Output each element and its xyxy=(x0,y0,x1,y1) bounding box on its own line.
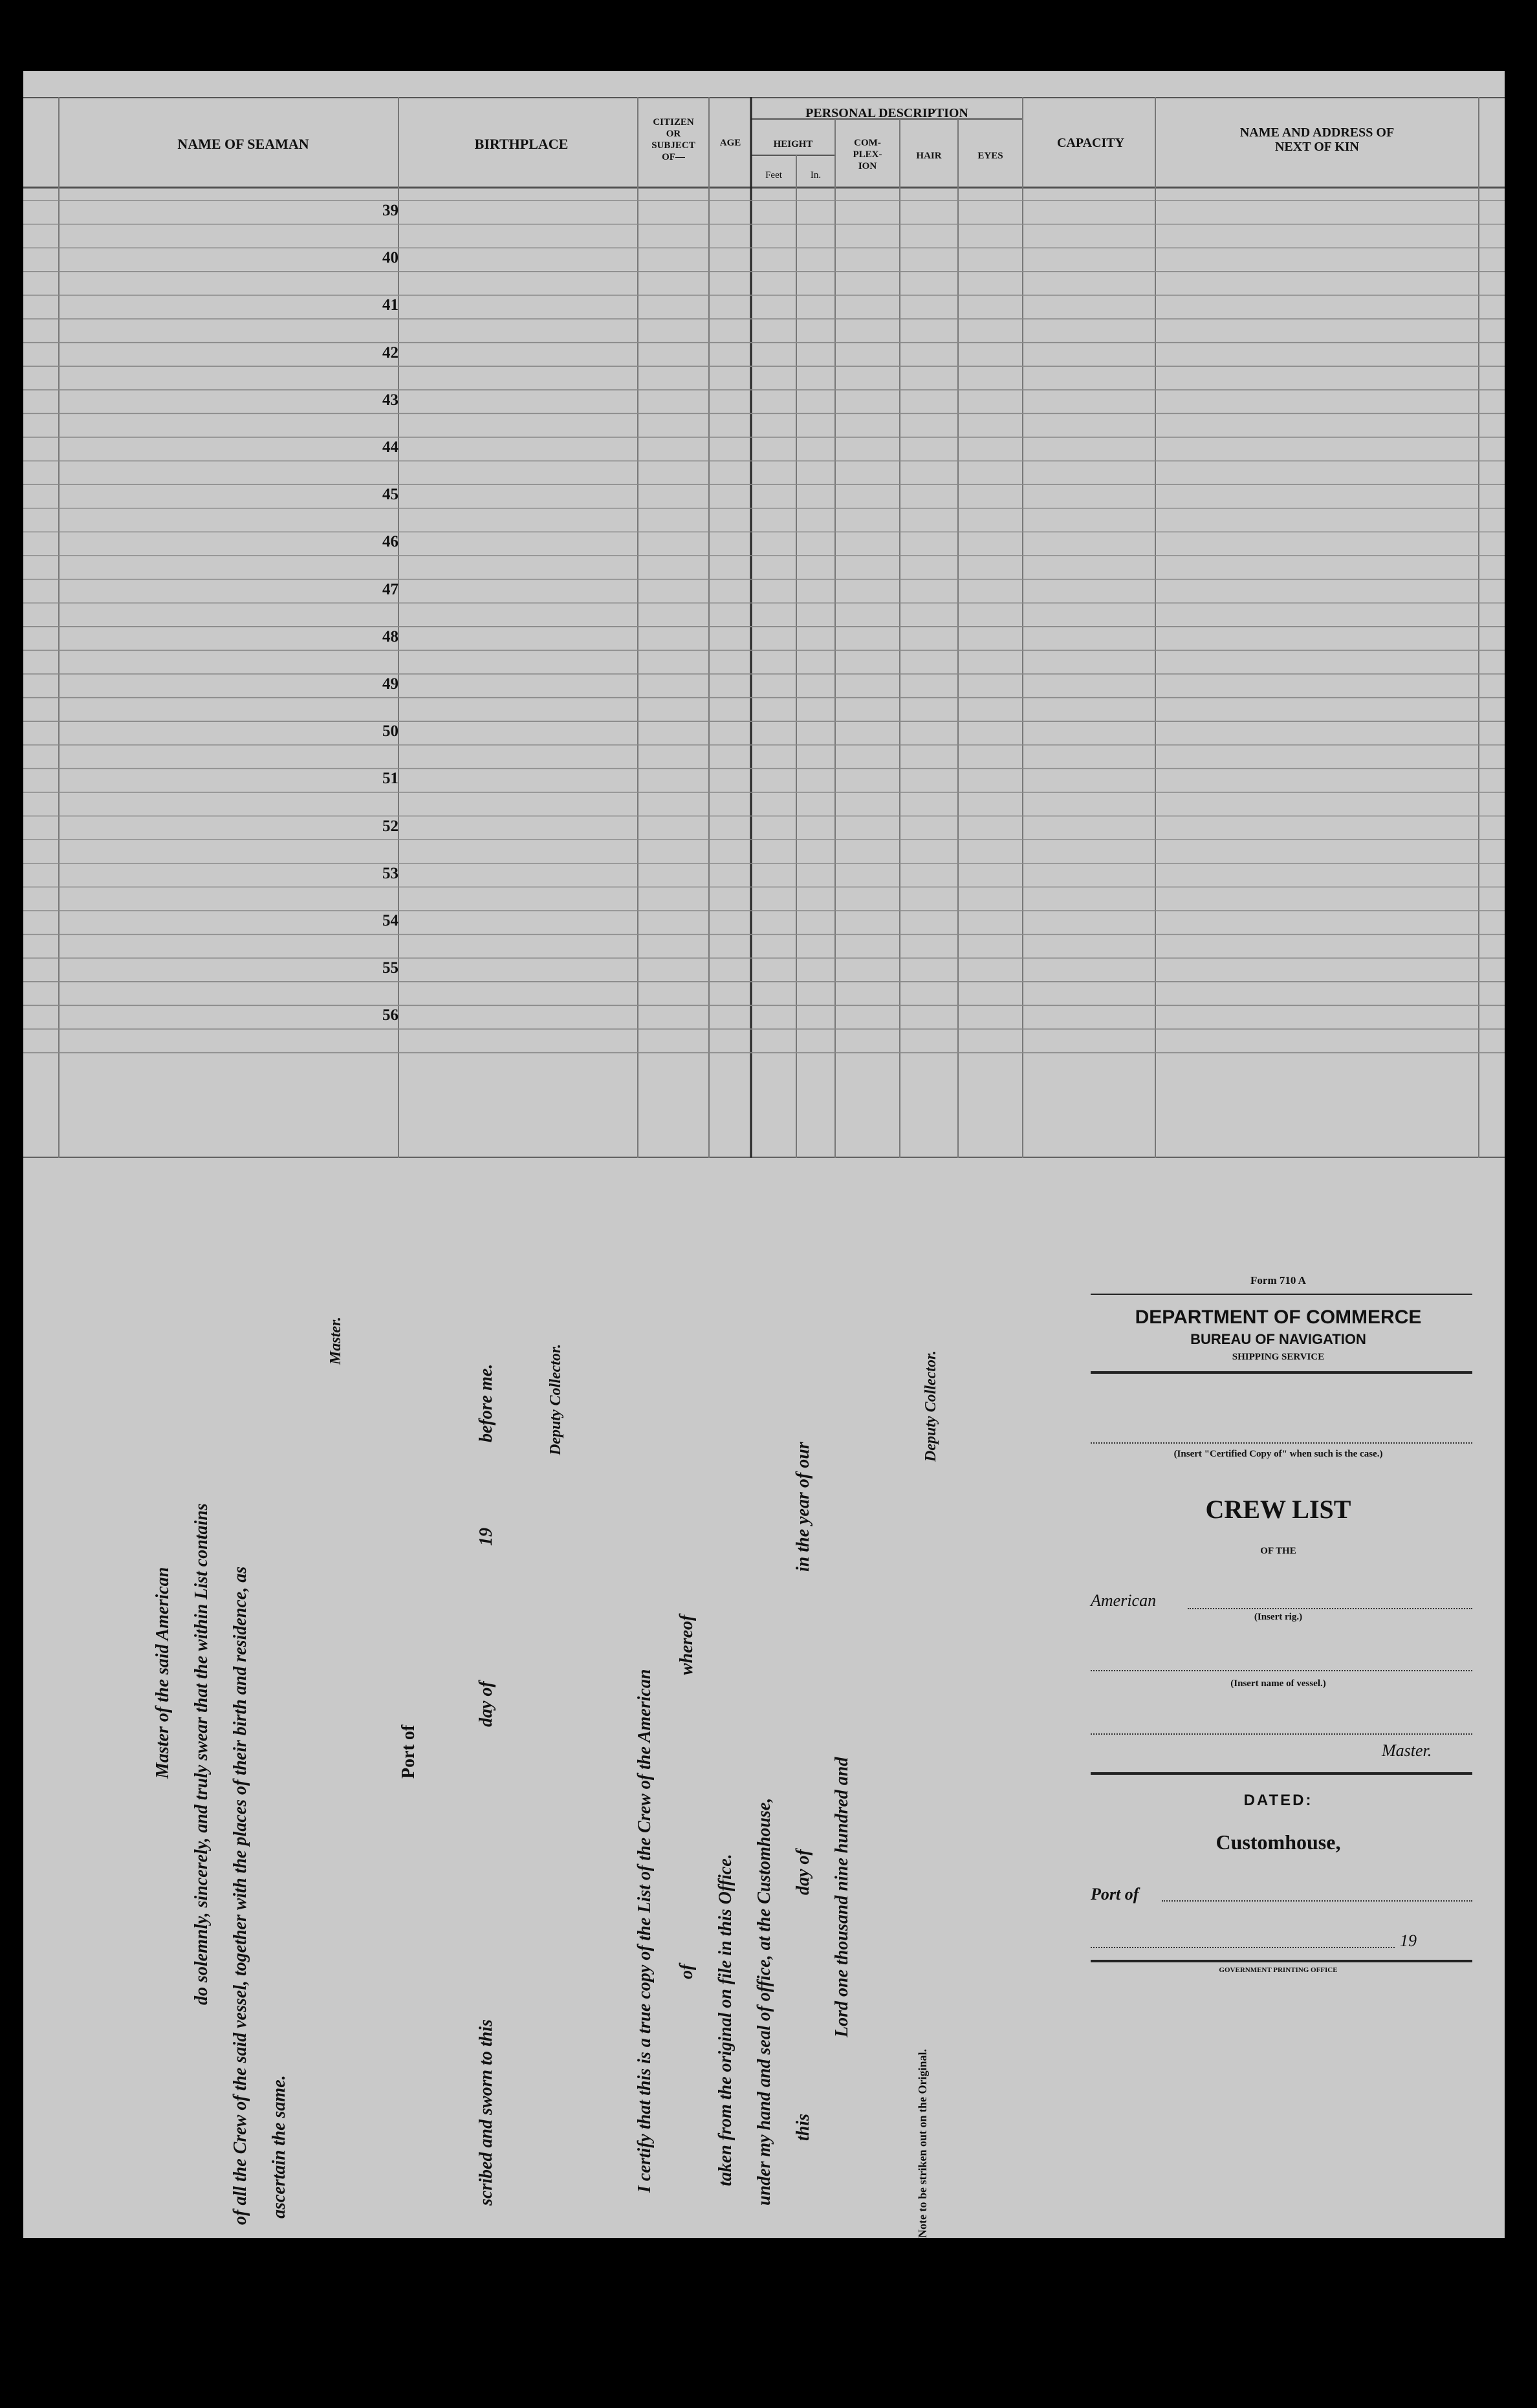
cert-day-of: day of xyxy=(793,1849,813,1895)
header-complexion-l1: COM- xyxy=(854,138,881,148)
header-height: HEIGHT xyxy=(773,139,813,149)
rule-top xyxy=(1091,1294,1472,1295)
header-next-of-kin xyxy=(1162,125,1472,154)
customhouse-label: Customhouse, xyxy=(1215,1830,1341,1854)
rule-rig xyxy=(1188,1608,1472,1609)
of-the-label: OF THE xyxy=(1260,1546,1296,1556)
row-number: 55 xyxy=(382,959,398,977)
header-hair: HAIR xyxy=(916,151,942,161)
header-age: AGE xyxy=(719,138,741,148)
oath-deputy-collector: Deputy Collector. xyxy=(547,1344,564,1455)
rule-master xyxy=(1091,1733,1472,1735)
row-number: 49 xyxy=(382,675,398,693)
row-number: 48 xyxy=(382,627,398,645)
row-number: 47 xyxy=(382,580,398,598)
oath-before-me: before me. xyxy=(476,1363,496,1442)
row-number: 41 xyxy=(382,296,398,314)
header-kin-l2: NEXT OF KIN xyxy=(1274,140,1360,154)
oath-year: 19 xyxy=(476,1528,496,1546)
cert-whereof: whereof xyxy=(677,1614,697,1675)
row-number: 52 xyxy=(382,817,398,835)
oath-day-of: day of xyxy=(476,1681,496,1727)
cert-deputy-collector: Deputy Collector. xyxy=(922,1350,939,1462)
rule-port xyxy=(1162,1900,1472,1902)
cert-note: Note to be striken out on the Original. xyxy=(916,2049,929,2238)
header-complexion xyxy=(835,137,900,172)
header-citizen-l1: CITIZEN xyxy=(653,117,694,127)
cover-panel xyxy=(1084,1274,1472,2115)
header-personal-description: PERSONAL DESCRIPTION xyxy=(805,106,968,120)
row-number: 44 xyxy=(382,439,398,456)
oath-line-2: do solemnly, sincerely, and truly swear that the within List contains xyxy=(191,1503,212,2005)
oath-sworn: scribed and sworn to this xyxy=(476,2019,496,2206)
header-kin-l1: NAME AND ADDRESS OF xyxy=(1239,125,1395,140)
rule-bottom xyxy=(1091,1960,1472,1962)
american-label: American xyxy=(1091,1591,1157,1610)
cert-line-3: taken from the original on file in this Office. xyxy=(715,1854,736,2186)
header-citizen xyxy=(639,116,708,163)
header-citizen-l4: OF— xyxy=(662,152,685,162)
header-complexion-l3: ION xyxy=(858,161,877,171)
oath-line-3: of all the Crew of the said vessel, together with the places of their birth and residence, as xyxy=(230,1566,250,2225)
gpo-label: GOVERNMENT PRINTING OFFICE xyxy=(1219,1966,1338,1974)
department-title: DEPARTMENT OF COMMERCE xyxy=(1135,1307,1422,1328)
row-number: 39 xyxy=(382,202,398,219)
row-number: 45 xyxy=(382,486,398,504)
header-birthplace: BIRTHPLACE xyxy=(474,136,569,152)
header-name-of-seaman: NAME OF SEAMAN xyxy=(177,136,309,152)
cert-year-of-our: in the year of our xyxy=(793,1442,813,1572)
oath-master-label: Master. xyxy=(327,1316,344,1365)
rule-4 xyxy=(1091,1772,1472,1775)
rule-date xyxy=(1091,1947,1395,1948)
row-number: 50 xyxy=(382,722,398,741)
crew-table-grid xyxy=(23,97,1505,1158)
row-number: 54 xyxy=(382,912,398,929)
cert-this: this xyxy=(793,2113,813,2141)
header-citizen-l2: OR xyxy=(666,129,681,139)
row-number: 43 xyxy=(382,391,398,409)
oath-line-4: ascertain the same. xyxy=(269,2075,289,2218)
insert-vessel-note: (Insert name of vessel.) xyxy=(1230,1678,1326,1689)
row-number: 42 xyxy=(382,343,398,362)
port-of-label: Port of xyxy=(1091,1885,1139,1904)
rule-insert xyxy=(1091,1442,1472,1444)
cert-of: of xyxy=(677,1964,697,1979)
header-inches: In. xyxy=(810,170,822,180)
insert-rig-note: (Insert rig.) xyxy=(1254,1612,1303,1622)
oath-port-of: Port of xyxy=(398,1724,419,1779)
master-label: Master. xyxy=(1382,1741,1432,1760)
insert-certified-note: (Insert "Certified Copy of" when such is the case.) xyxy=(1173,1449,1383,1459)
service-title: SHIPPING SERVICE xyxy=(1232,1352,1325,1362)
document-page xyxy=(23,71,1505,2238)
row-number: 51 xyxy=(382,770,398,788)
row-number: 46 xyxy=(382,533,398,551)
header-citizen-l3: SUBJECT xyxy=(651,140,695,151)
oath-line-1: Master of the said American xyxy=(153,1567,173,1779)
year-label: 19 xyxy=(1400,1931,1417,1950)
bureau-title: BUREAU OF NAVIGATION xyxy=(1190,1331,1366,1347)
cert-lord: Lord one thousand nine hundred and xyxy=(832,1757,852,2037)
header-feet: Feet xyxy=(765,170,782,180)
rule-vessel xyxy=(1091,1670,1472,1671)
header-eyes: EYES xyxy=(977,151,1003,161)
cert-line-4: under my hand and seal of office, at the Customhouse, xyxy=(754,1797,774,2206)
cert-line-1: I certify that this is a true copy of the List of the Crew of the American xyxy=(635,1669,655,2193)
dated-label: DATED: xyxy=(1243,1792,1313,1809)
crew-list-title: CREW LIST xyxy=(1205,1495,1351,1524)
form-number: Form 710 A xyxy=(1250,1274,1306,1286)
header-capacity: CAPACITY xyxy=(1056,136,1125,150)
row-number: 56 xyxy=(382,1006,398,1025)
row-number: 53 xyxy=(382,864,398,882)
header-complexion-l2: PLEX- xyxy=(853,149,882,160)
rule-2 xyxy=(1091,1371,1472,1374)
row-number: 40 xyxy=(382,249,398,267)
